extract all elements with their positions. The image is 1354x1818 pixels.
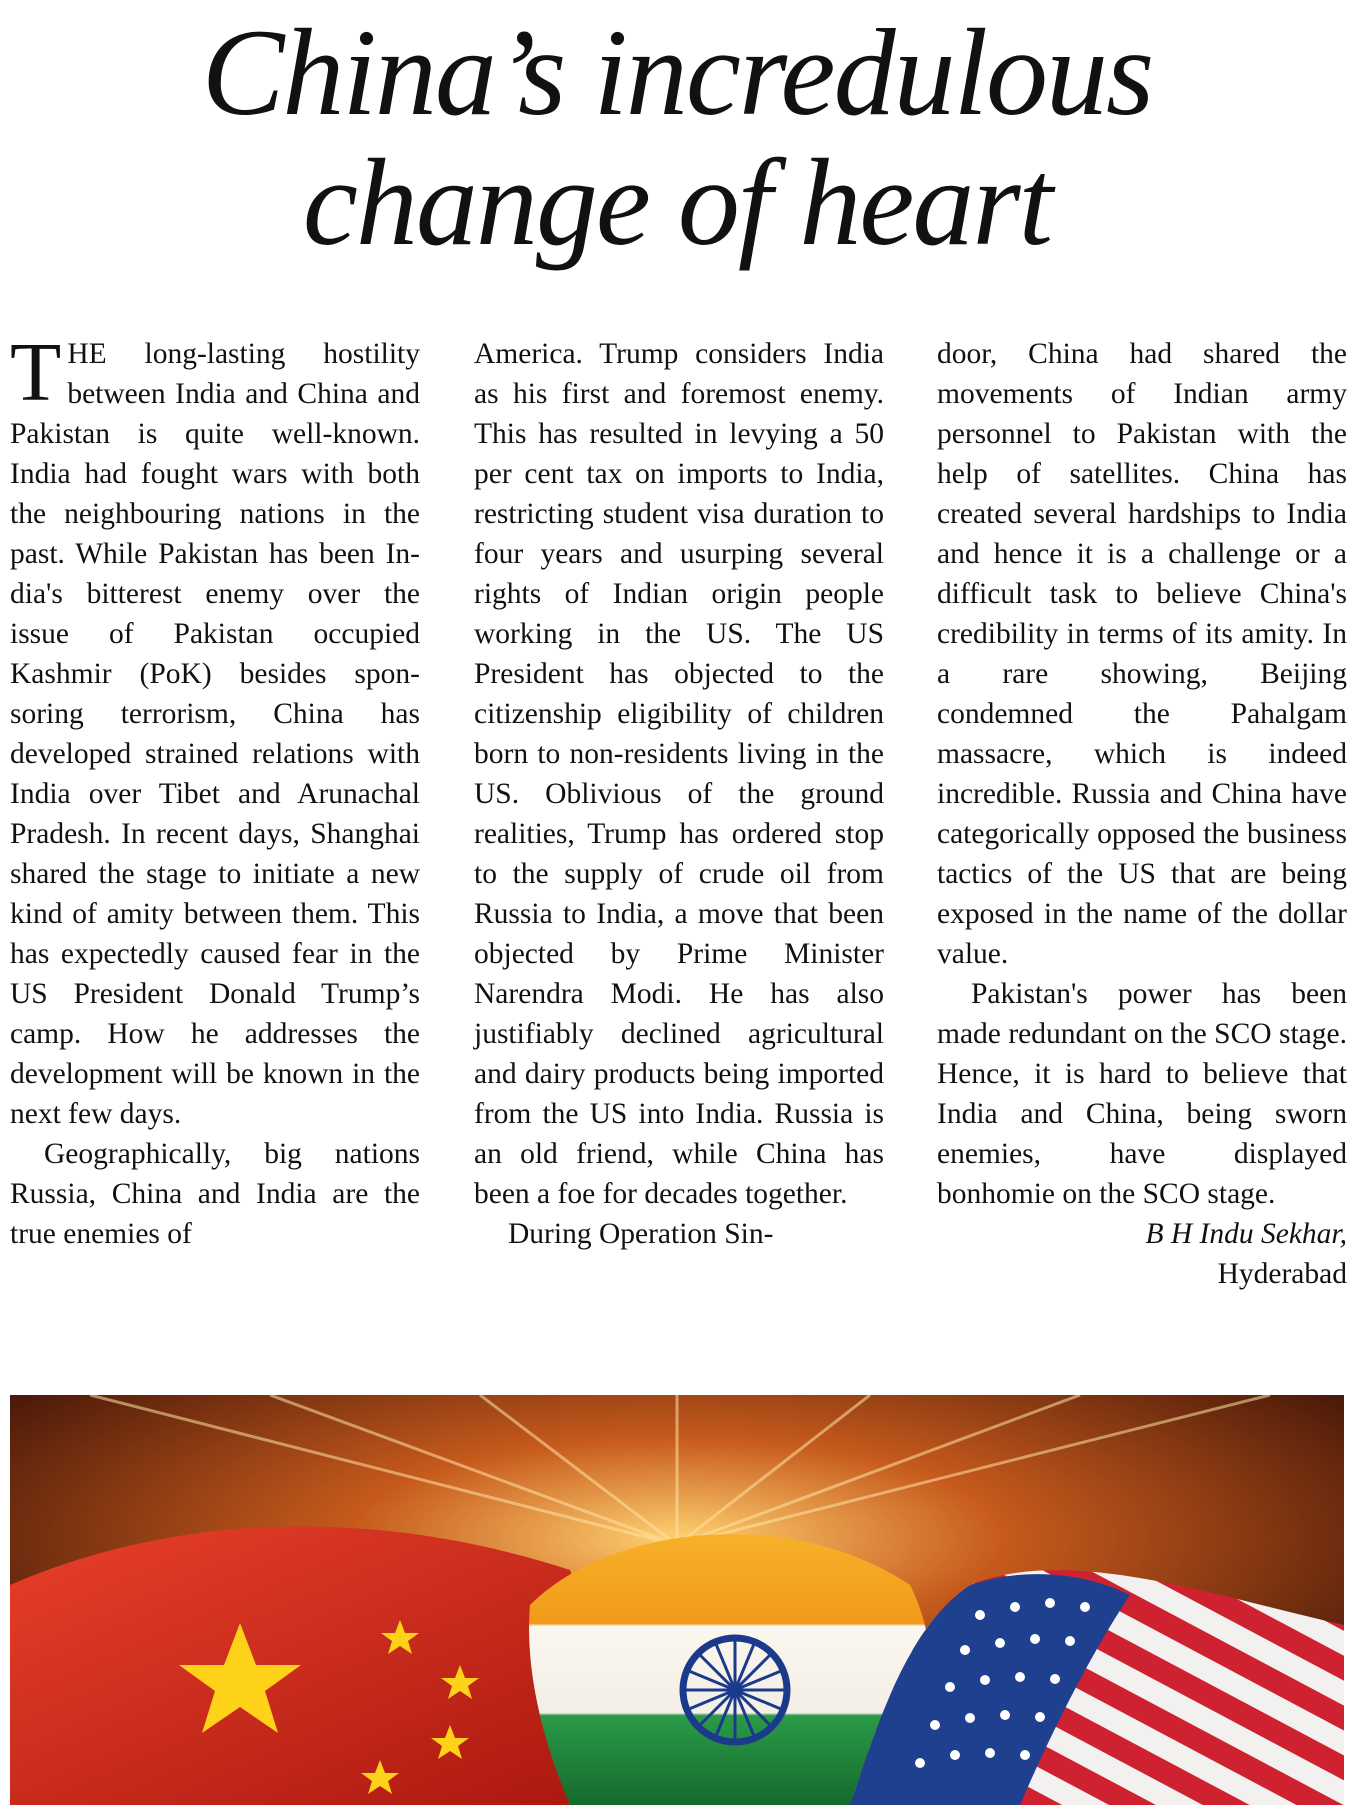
paragraph: Pakistan's power has been made redundant on the SCO stage. Hence, it is hard to believe that India and China, being sworn enemies, have displayed bonhomie on the SCO stage. — [937, 978, 1347, 1210]
author-location: Hyderabad — [1217, 1258, 1347, 1290]
headline-line-2: change of heart — [302, 134, 1052, 271]
article-column-2 — [474, 334, 884, 1254]
flags-illustration-svg — [10, 1395, 1344, 1805]
headline-line-1: China’s incredulous — [201, 4, 1153, 141]
paragraph: During Operation Sin- — [508, 1218, 774, 1250]
article-column-3 — [937, 334, 1347, 1294]
author-name: B H Indu Sekhar, — [1145, 1218, 1347, 1250]
flags-illustration — [10, 1395, 1344, 1805]
lead-in-text: HE long-lasting hostility — [67, 338, 420, 370]
paragraph: door, China had shared the movements of Indian army personnel to Pakistan with the help of satellites. China has created several hardships to India and hence it is a challenge or a difficult task to believe China's credibility in terms of its amity. In a rare showing, Beijing condemned the Pahalgam massacre, which is indeed incredible. Russia and China have categorically opposed the business tactics of the US that are being exposed in the name of the dollar value. — [937, 338, 1347, 970]
article-headline — [0, 4, 1354, 271]
ashoka-chakra-icon — [683, 1638, 787, 1742]
article-column-1 — [10, 326, 420, 1254]
paragraph: Geographically, big nations Russia, China and India are the true enemies of — [10, 1138, 420, 1250]
paragraph — [10, 326, 420, 1134]
paragraph: America. Trump considers India as his first and foremost enemy. This has resulted in levying a 50 per cent tax on imports to India, restricting student visa duration to four years and usurping several rights of Indian origin people working in the US. The US President has objected to the citizenship eligibility of children born to non-residents living in the US. Oblivious of the ground realities, Trump has ordered stop to the supply of crude oil from Russia to India, a move that been objected by Prime Minister Narendra Modi. He has also justifiably declined agricultural and dairy products being imported from the US into India. Russia is an old friend, while China has been a foe for decades together. — [474, 338, 884, 1210]
drop-cap: T — [10, 326, 62, 419]
paragraph-body: between India and China and Pakistan is quite well-known. India had fought wars with both the neighbouring nations in the past. While Pakistan has been India's bitterest enemy over the issue of Pakistan occupied Kashmir (PoK) besides sponsoring terrorism, China has developed strained relations with India over Tibet and Arunachal Pradesh. In recent days, Shanghai shared the stage to initiate a new kind of amity between them. This has expectedly caused fear in the US President Donald Trump’s camp. How he addresses the development will be known in the next few days. — [10, 378, 420, 1130]
